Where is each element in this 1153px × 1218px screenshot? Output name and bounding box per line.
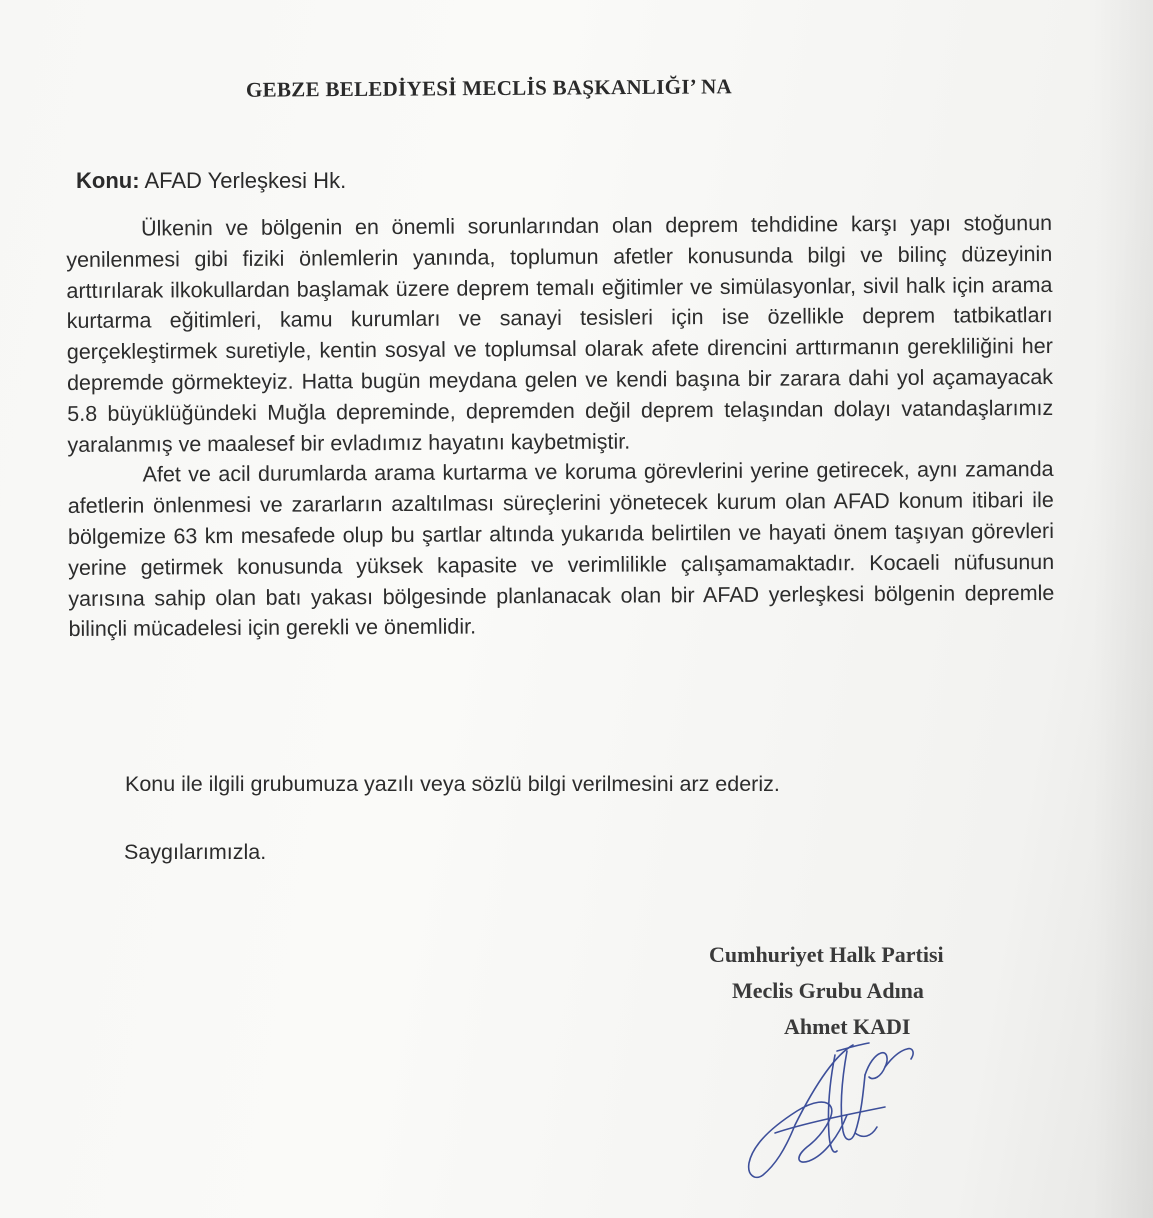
subject-value: AFAD Yerleşkesi Hk. (144, 168, 347, 193)
greeting: Saygılarımızla. (124, 840, 267, 864)
signatory-name: Ahmet KADI (784, 1014, 911, 1039)
letter-body (66, 208, 1055, 645)
document-heading: GEBZE BELEDİYESİ MECLİS BAŞKANLIĞI’ NA (245, 74, 733, 102)
closing-sentence: Konu ile ilgili grubumuza yazılı veya sözlü bilgi verilmesini arz ederiz. (125, 772, 780, 796)
signatory-group: Meclis Grubu Adına (732, 978, 924, 1003)
body-paragraph-2: Afet ve acil durumlarda arama kurtarma ve koruma görevlerini yerine getirecek, aynı zamanda afetlerin önlenmesi ve zararların azaltılması süreçlerini yönetecek kurum olan AFAD konum itibari ile bölgemize 63 km mesafede olup bu şartlar altında yukarıda belirtilen ve hayati önem taşıyan görevleri yerine getirmek konusunda yüksek kapasite ve verimlilikle çalışamamaktadır. Kocaeli nüfusunun yarısına sahip olan batı yakası bölgesinde planlanacak olan bir AFAD yerleşkesi bölgenin depremle bilinçli mücadelesi için gerekli ve önemlidir. (67, 457, 1055, 642)
subject-line (76, 168, 346, 194)
subject-label: Konu: (76, 168, 140, 193)
handwritten-signature (735, 1015, 935, 1190)
signatory-party: Cumhuriyet Halk Partisi (709, 942, 944, 967)
body-paragraph-1: Ülkenin ve bölgenin en önemli sorunlarından olan deprem tehdidine karşı yapı stoğunun yenilenmesi gibi fiziki önlemlerin yanında, toplumun afetler konusunda bilgi ve bilinç düzeyinin arttırılarak ilkokullardan başlamak üzere deprem temalı eğitimler ve simülasyonlar, sivil halk için arama kurtarma eğitimleri, kamu kurumları ve sanayi tesisleri için ise özellikle deprem tatbikatları gerçekleştirmek suretiyle, kentin sosyal ve toplumsal olarak afete direncini arttırmanın gerekliliğini her depremde görmekteyiz. Hatta bugün meydana gelen ve kendi başına bir zarara dahi yol açamayacak 5.8 büyüklüğündeki Muğla depreminde, depremden değil deprem telaşından dolayı vatandaşlarımız yaralanmış ve maalesef bir evladımız hayatını kaybetmiştir. (66, 210, 1054, 457)
